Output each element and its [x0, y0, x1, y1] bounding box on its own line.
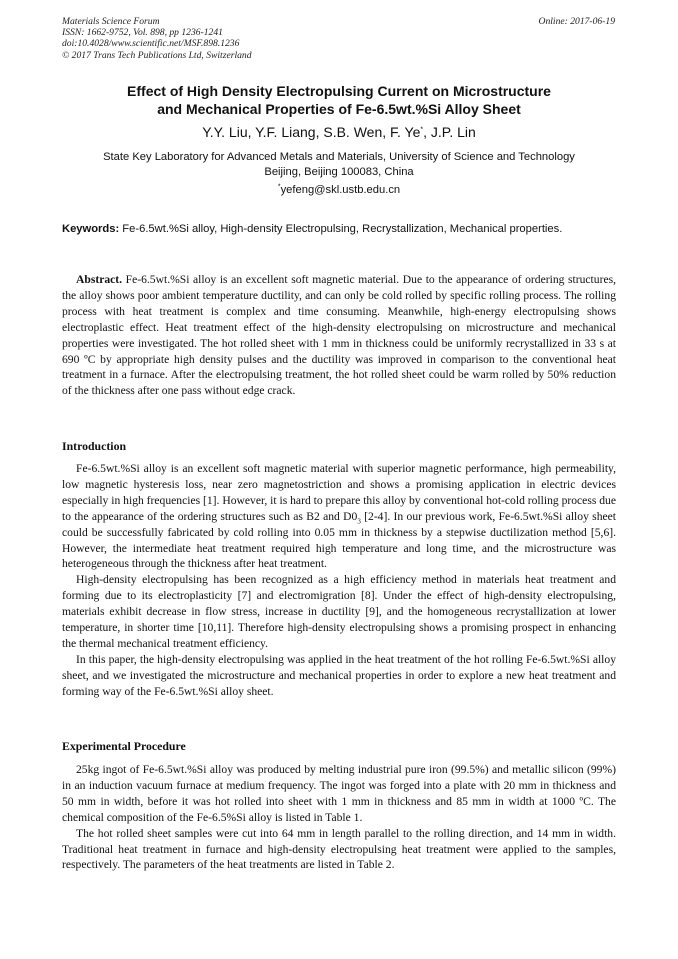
keywords-text: Fe-6.5wt.%Si alloy, High-density Electropulsing, Recrystallization, Mechanical properties. [119, 223, 563, 235]
author-list [62, 124, 616, 140]
issn: ISSN: 1662-9752, Vol. 898, pp 1236-1241 [62, 27, 223, 39]
corresponding-mark: * [420, 126, 424, 134]
title-line-2: and Mechanical Properties of Fe-6.5wt.%Si Alloy Sheet [157, 101, 521, 117]
title-line-1: Effect of High Density Electropulsing Current on Microstructure [127, 83, 551, 99]
online-date: Online: 2017-06-19 [538, 16, 615, 27]
email-address: yefeng@skl.ustb.edu.cn [280, 184, 401, 196]
copyright: © 2017 Trans Tech Publications Ltd, Switzerland [62, 49, 252, 61]
intro-p1-text-a: Fe-6.5wt.%Si alloy is an excellent soft magnetic material with superior magnetic performance, high permeability, low magnetic hysteresis loss, near zero magnetostriction and shows a promising application in electric devices especially in high frequencies [1]. However, it is hard to prepare this alloy by conventional hot-cold rolling process due to the appearance of the ordering structures such as B2 and D0 [62, 462, 616, 523]
abstract-label: Abstract. [76, 273, 123, 286]
experimental-heading: Experimental Procedure [62, 739, 186, 753]
intro-p1-text-b: [2-4]. In our previous work, Fe-6.5wt.%Si alloy sheet could be successfully fabricated by cold rolling into 0.05 mm in thickness by a stepwise ductilization method [5,6]. However, the intermediate heat treatment required high temperature and long time, and the microstructure was heterogeneous through the thickness after heat treatment. [62, 509, 617, 571]
corresponding-email [62, 184, 616, 196]
journal-name: Materials Science Forum [62, 16, 160, 27]
exp-paragraph-1: 25kg ingot of Fe-6.5wt.%Si alloy was produced by melting industrial pure iron (99.5%) and metallic silicon (99%) in an induction vacuum furnace at medium frequency. The ingot was forged into a plate with 20 mm in thickness and 50 mm in width, before it was hot rolled into sheet with 1 mm in thickness and 85 mm in width at 1000 ºC. The chemical composition of the Fe-6.5%Si alloy is listed in Table 1. [62, 763, 616, 824]
intro-paragraph-2: High-density electropulsing has been recognized as a high efficiency method in materials heat treatment and forming due to its electroplasticity [7] and electromigration [8]. Under the effect of high-density electropulsing, materials exhibit decrease in flow stress, increase in ductility [9], and the homogeneous recrystallization at lower temperature, in shorter time [10,11]. Therefore high-density electropulsing shows a promising prospect in enhancing the thermal mechanical treatment efficiency. [62, 573, 616, 650]
intro-p1-subscript: 3 [357, 517, 361, 526]
intro-paragraph-1 [62, 461, 616, 572]
keywords [62, 222, 616, 237]
abstract [62, 272, 616, 399]
exp-paragraph-2: The hot rolled sheet samples were cut into 64 mm in length parallel to the rolling direction, and 14 mm in width. Traditional heat treatment in furnace and high-density electropulsing heat treatment were applied to the samples, respectively. The parameters of the heat treatments are listed in Table 2. [62, 826, 616, 872]
experimental-body [62, 762, 616, 873]
doi: doi:10.4028/www.scientific.net/MSF.898.1236 [62, 38, 240, 50]
keywords-label: Keywords: [62, 223, 120, 235]
introduction-body [62, 461, 616, 700]
journal-meta [62, 16, 252, 61]
affiliation-line-1: State Key Laboratory for Advanced Metals and Materials, University of Science and Technology [103, 151, 575, 163]
paper-title [62, 82, 616, 118]
affiliation [62, 150, 616, 180]
abstract-text: Fe-6.5wt.%Si alloy is an excellent soft magnetic material. Due to the appearance of ordering structures, the alloy shows poor ambient temperature ductility, and can only be cold rolled by specific rolling process. The rolling process with heat treatment is complex and time consuming. Meanwhile, high-energy electropulsing shows electroplastic effect. Heat treatment effect of the high-density electropulsing on microstructure and mechanical properties were investigated. The hot rolled sheet with 1 mm in thickness could be uniformly recrystallized in 33 s at 690 ºC by appropriate high density pulses and the ductility was improved in comparison to the conventional heat treatment in a furnace. After the electropulsing treatment, the hot rolled sheet could be warm rolled by 50% reduction of the thickness after one pass without edge crack. [62, 273, 616, 398]
affiliation-line-2: Beijing, Beijing 100083, China [264, 166, 414, 178]
authors-part-1: Y.Y. Liu, Y.F. Liang, S.B. Wen, F. Ye [202, 124, 421, 140]
authors-part-2: , J.P. Lin [423, 124, 476, 140]
email-mark: * [277, 183, 281, 191]
introduction-heading: Introduction [62, 439, 127, 453]
intro-paragraph-3: In this paper, the high-density electropulsing was applied in the heat treatment of the hot rolling Fe-6.5wt.%Si alloy sheet, and we investigated the microstructure and mechanical properties in order to explore a new heat treatment and forming way of the Fe-6.5wt.%Si alloy sheet. [62, 652, 616, 698]
